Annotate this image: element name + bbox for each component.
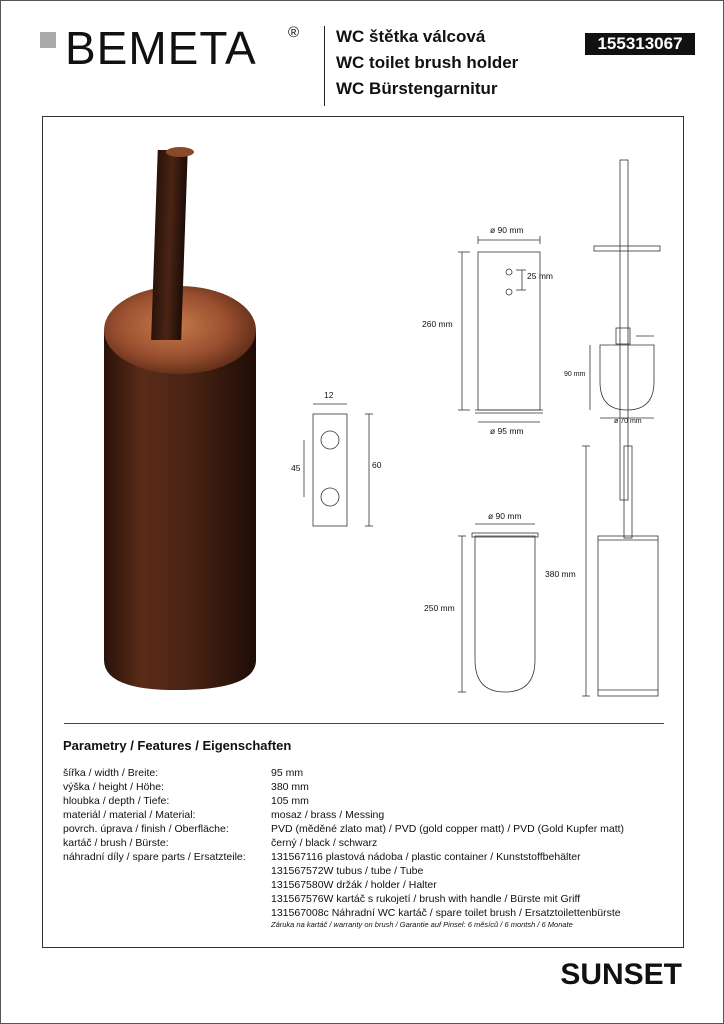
table-row xyxy=(63,850,631,864)
param-label: šířka / width / Breite: xyxy=(63,767,159,779)
param-value: 95 mm xyxy=(271,767,304,779)
product-render xyxy=(104,147,256,690)
table-row xyxy=(63,808,631,822)
dim-bracket-width: 12 xyxy=(324,390,334,400)
warranty-note: Záruka na kartáč / warranty on brush / Garantie auf Pinsel: 6 měsíců / 6 montsh / 6 Monate xyxy=(271,920,573,929)
brand-name: BEMETA xyxy=(65,22,257,74)
table-row xyxy=(63,794,631,808)
features-title: Parametry / Features / Eigenschaften xyxy=(63,738,292,753)
param-value: 131567116 plastová nádoba / plastic container / Kunststoffbehälter xyxy=(271,851,581,863)
param-label xyxy=(63,864,271,878)
param-label: kartáč / brush / Bürste: xyxy=(63,837,169,849)
param-value: 380 mm xyxy=(271,781,309,793)
table-row xyxy=(63,822,631,836)
section-divider xyxy=(64,723,664,724)
param-label: hloubka / depth / Tiefe: xyxy=(63,795,170,807)
dim-bottom-width: ø 95 mm xyxy=(490,426,524,436)
param-label xyxy=(63,878,271,892)
table-row xyxy=(63,766,631,780)
param-label: povrch. úprava / finish / Oberfläche: xyxy=(63,823,229,835)
param-label: náhradní díly / spare parts / Ersatzteile: xyxy=(63,851,246,863)
param-label xyxy=(63,892,271,906)
param-value: 131567580W držák / holder / Halter xyxy=(271,879,437,891)
title-cz: WC štětka válcová xyxy=(336,27,486,46)
dim-brush-diam: ø 70 mm xyxy=(614,418,642,425)
dim-hole-spacing: 25 mm xyxy=(527,271,553,281)
param-label: materiál / material / Material: xyxy=(63,809,196,821)
param-value: 131567008c Náhradní WC kartáč / spare toilet brush / Ersatztoilettenbürste xyxy=(271,907,621,919)
dim-bracket-height: 60 xyxy=(372,460,382,470)
table-row xyxy=(63,906,631,920)
title-en: WC toilet brush holder xyxy=(336,53,519,72)
table-row xyxy=(63,864,631,878)
table-row xyxy=(63,780,631,794)
title-de: WC Bürstengarnitur xyxy=(336,79,498,98)
param-value: černý / black / schwarz xyxy=(271,837,378,849)
param-value: 131567572W tubus / tube / Tube xyxy=(271,865,424,877)
param-label xyxy=(63,906,271,920)
param-value: 105 mm xyxy=(271,795,309,807)
table-row xyxy=(63,892,631,906)
product-code: 155313067 xyxy=(585,33,695,55)
dim-top-width: ø 90 mm xyxy=(490,225,524,235)
registered-mark: ® xyxy=(288,24,300,41)
dim-bracket-holes: 45 xyxy=(291,463,301,473)
dim-container-height: 250 mm xyxy=(424,603,455,613)
param-value: PVD (měděné zlato mat) / PVD (gold copper matt) / PVD (Gold Kupfer matt) xyxy=(271,823,625,835)
series-name: SUNSET xyxy=(560,958,682,991)
param-value: mosaz / brass / Messing xyxy=(271,809,385,821)
dim-container-width: ø 90 mm xyxy=(488,511,522,521)
table-row xyxy=(63,878,631,892)
dim-wall-height: 260 mm xyxy=(422,319,453,329)
dim-brush-height: 90 mm xyxy=(564,371,586,378)
dim-total-height: 380 mm xyxy=(545,569,576,579)
param-label: výška / height / Höhe: xyxy=(63,781,164,793)
param-value: 131567576W kartáč s rukojetí / brush with handle / Bürste mit Griff xyxy=(271,893,581,905)
features-table xyxy=(63,766,631,920)
table-row xyxy=(63,836,631,850)
